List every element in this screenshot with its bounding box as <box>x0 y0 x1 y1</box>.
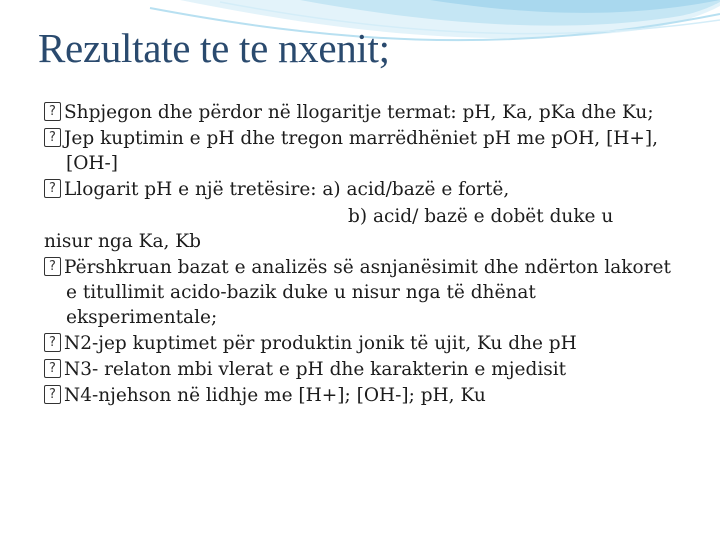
objective-item <box>44 357 684 382</box>
objective-continuation: b) acid/ bazë e dobët duke u <box>348 206 614 227</box>
objective-item <box>44 383 684 408</box>
missing-glyph-icon <box>44 128 61 147</box>
missing-glyph-icon <box>44 257 61 276</box>
objective-continuation: nisur nga Ka, Kb <box>44 231 201 252</box>
objective-item <box>44 126 684 176</box>
objective-text: Jep kuptimin e pH dhe tregon marrëdhëniet pH me pOH, [H+], [OH-] <box>64 128 659 174</box>
objectives-list <box>44 100 684 409</box>
objective-text: Llogarit pH e një tretësire: a) acid/bazë e fortë, <box>64 179 510 200</box>
objective-text: N3- relaton mbi vlerat e pH dhe karakterin e mjedisit <box>64 359 567 380</box>
objective-text: N4-njehson në lidhje me [H+]; [OH-]; pH, Ku <box>64 385 486 406</box>
missing-glyph-icon <box>44 385 61 404</box>
objective-item <box>44 331 684 356</box>
objective-text: Shpjegon dhe përdor në llogaritje termat: pH, Ka, pKa dhe Ku; <box>64 102 654 123</box>
objective-text: Përshkruan bazat e analizës së asnjanësimit dhe ndërton lakoret e titullimit acido-bazik duke u nisur nga të dhënat eksperimentale; <box>64 257 671 328</box>
missing-glyph-icon <box>44 359 61 378</box>
slide-title: Rezultate te te nxenit; <box>38 25 390 71</box>
objective-text: N2-jep kuptimet për produktin jonik të ujit, Ku dhe pH <box>64 333 577 354</box>
objective-item <box>44 177 684 202</box>
objective-item <box>44 255 684 330</box>
objective-item <box>44 100 684 125</box>
missing-glyph-icon <box>44 333 61 352</box>
missing-glyph-icon <box>44 102 61 121</box>
missing-glyph-icon <box>44 179 61 198</box>
